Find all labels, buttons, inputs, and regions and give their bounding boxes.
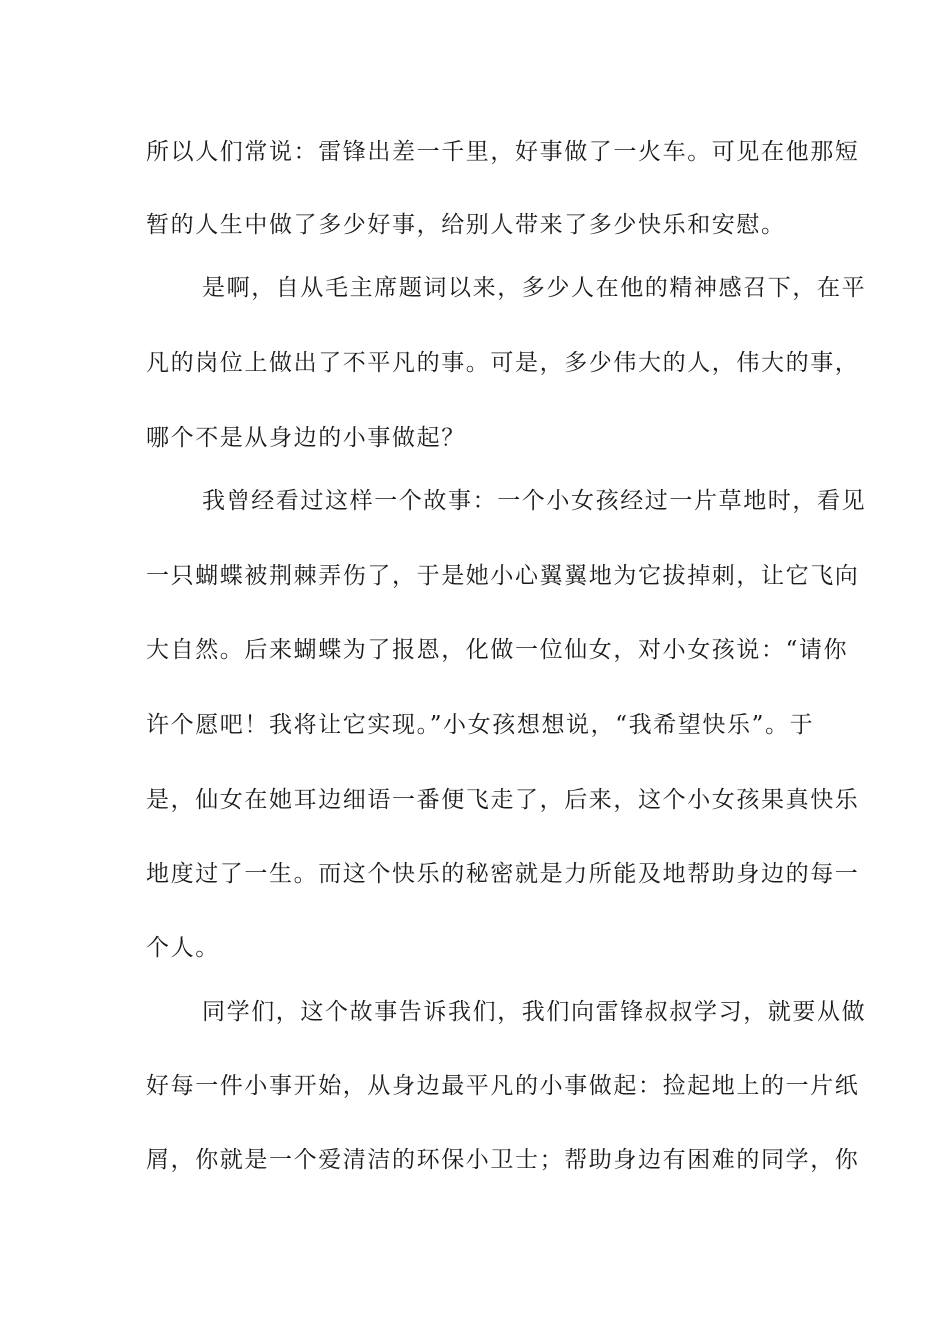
text-line: 许个愿吧！我将让它实现。”小女孩想想说，“我希望快乐”。于 bbox=[146, 712, 815, 738]
text-line: 好每一件小事开始，从身边最平凡的小事做起：捡起地上的一片纸 bbox=[146, 1073, 860, 1099]
text-line: 是，仙女在她耳边细语一番便飞走了，后来，这个小女孩果真快乐 bbox=[146, 787, 860, 813]
text-line: 个人。 bbox=[146, 935, 220, 961]
text-line: 哪个不是从身边的小事做起？ bbox=[146, 425, 466, 451]
text-line: 暂的人生中做了多少好事，给别人带来了多少快乐和安慰。 bbox=[146, 212, 786, 238]
paragraph-start-line: 是啊，自从毛主席题词以来，多少人在他的精神感召下，在平 bbox=[202, 275, 867, 301]
paragraph-start-line: 同学们，这个故事告诉我们，我们向雷锋叔叔学习，就要从做 bbox=[202, 999, 867, 1025]
text-line: 凡的岗位上做出了不平凡的事。可是，多少伟大的人，伟大的事， bbox=[146, 350, 860, 376]
text-line: 一只蝴蝶被荆棘弄伤了，于是她小心翼翼地为它拔掉刺，让它飞向 bbox=[146, 563, 860, 589]
text-line: 大自然。后来蝴蝶为了报恩，化做一位仙女，对小女孩说：“请你 bbox=[146, 637, 849, 663]
text-line: 屑，你就是一个爱清洁的环保小卫士；帮助身边有困难的同学，你 bbox=[146, 1147, 860, 1173]
text-line: 地度过了一生。而这个快乐的秘密就是力所能及地帮助身边的每一 bbox=[146, 861, 860, 887]
text-line: 所以人们常说：雷锋出差一千里，好事做了一火车。可见在他那短 bbox=[146, 139, 860, 165]
paragraph-start-line: 我曾经看过这样一个故事：一个小女孩经过一片草地时，看见 bbox=[202, 488, 867, 514]
